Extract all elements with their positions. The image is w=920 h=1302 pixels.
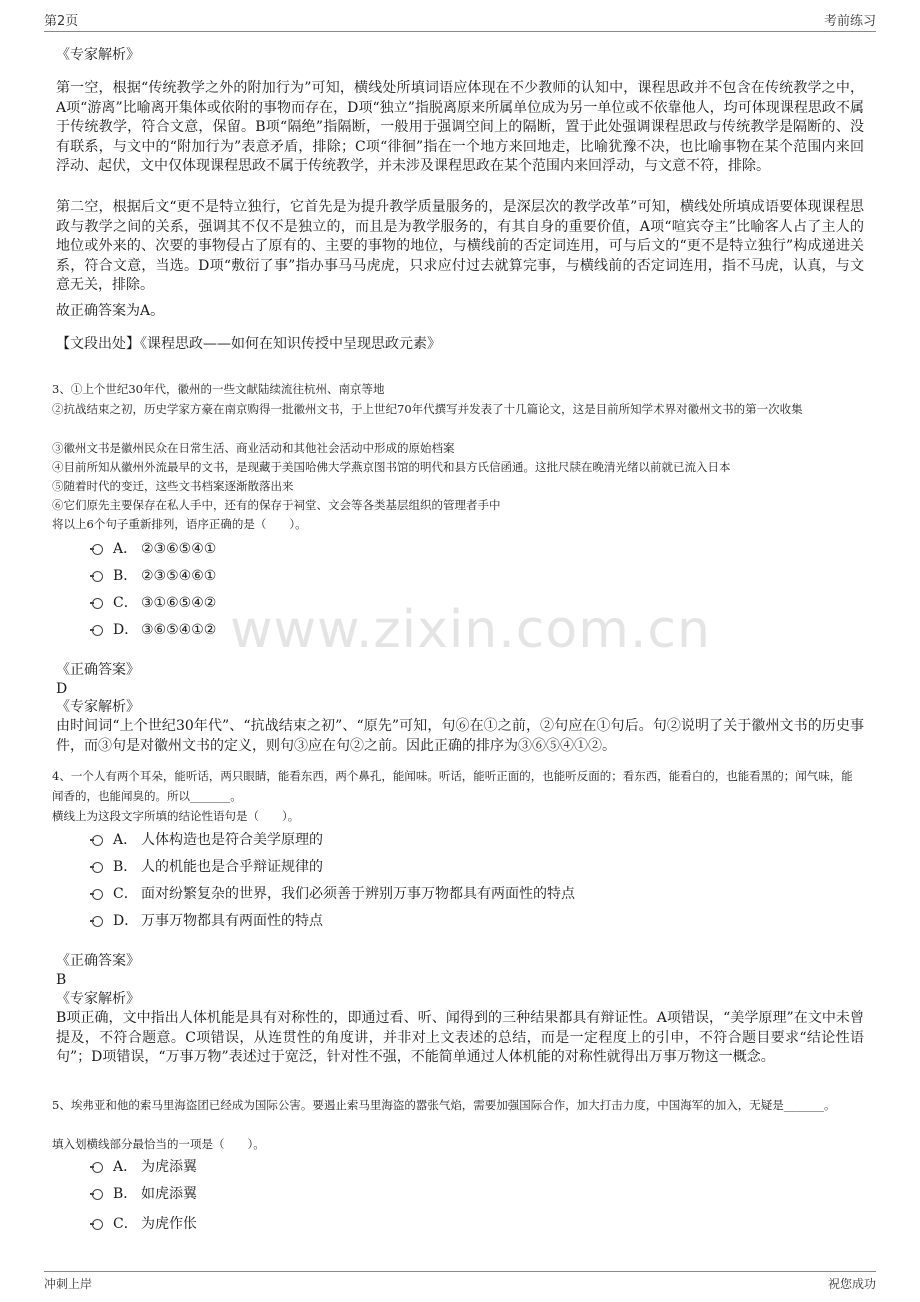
q4-analysis: B项正确，文中指出人体机能是具有对称性的，即通过看、听、闻得到的三种结果都具有辩证性。A项错误，“美学原理”在文中未曾提及，不符合题意。C项错误，从连贯性的角度讲，并非对上文表述的总结，而是一定程度上的引申，不符合题目要求“结论性语句”；D项错误，“万事万物”表述过于宽泛，针对性不强，不能简单通过人体机能的对称性就得出万事万物这一概念。: [56, 1010, 864, 1065]
q4-option-a[interactable]: A． 人体构造也是符合美学原理的: [92, 830, 323, 850]
q3-expert-label: 《专家解析》: [56, 699, 140, 715]
page-number: 第2页: [44, 14, 79, 29]
footer-right-label: 祝您成功: [827, 1277, 876, 1291]
q5-option-a[interactable]: A． 为虎添翼: [92, 1157, 197, 1177]
q3-answer: D: [56, 681, 68, 697]
q5-option-b[interactable]: B． 如虎添翼: [92, 1184, 197, 1204]
header-divider: [44, 31, 876, 32]
radio-icon[interactable]: [92, 625, 103, 636]
q4-answer: B: [56, 972, 67, 988]
q3-line-1: 3、①上个世纪30年代，徽州的一些文献陆续流往杭州、南京等地: [52, 382, 385, 396]
q3-answer-label: 《正确答案》: [56, 662, 140, 678]
footer-left-label: 冲刺上岸: [44, 1277, 93, 1291]
radio-icon[interactable]: [92, 835, 103, 846]
q4-stem: 4、一个人有两个耳朵，能听话，两只眼睛，能看东西，两个鼻孔，能闻味。听话，能听正面的，也能听反面的；看东西，能看白的，也能看黑的；闻气味，能闻香的，也能闻臭的。所以_______。: [52, 769, 853, 803]
q5-stem: 5、埃弗亚和他的索马里海盗团已经成为国际公害。要遏止索马里海盗的嚣张气焰，需要加强国际合作，加大打击力度，中国海军的加入，无疑是_______。: [52, 1098, 836, 1112]
radio-icon[interactable]: [92, 1189, 103, 1200]
radio-icon[interactable]: [92, 598, 103, 609]
q2-expert-label: 《专家解析》: [56, 47, 140, 63]
q4-option-c[interactable]: C． 面对纷繁复杂的世界，我们必须善于辨别万事万物都具有两面性的特点: [92, 884, 575, 904]
q3-option-b[interactable]: B． ②③⑤④⑥①: [92, 566, 216, 586]
q2-source: 【文段出处】《课程思政——如何在知识传授中呈现思政元素》: [56, 336, 441, 352]
q4-option-d[interactable]: D． 万事万物都具有两面性的特点: [92, 911, 323, 931]
radio-icon[interactable]: [92, 544, 103, 555]
radio-icon[interactable]: [92, 889, 103, 900]
watermark: www.zixin.com.cn: [230, 600, 711, 660]
footer-divider: [44, 1271, 876, 1272]
radio-icon[interactable]: [92, 916, 103, 927]
q3-line-5: ⑤随着时代的变迁，这些文书档案逐渐散落出来: [52, 479, 294, 493]
q2-analysis-para1: 第一空，根据“传统教学之外的附加行为”可知，横线处所填词语应体现在不少教师的认知中，课程思政并不包含在传统教学之中，A项“游离”比喻离开集体或依附的事物而存在，D项“独立”指脱离原来所属单位成为另一单位或不依靠他人，均可体现课程思政不属于传统教学，符合文意，保留。B项“隔绝”指隔断，一般用于强调空间上的隔断，置于此处强调课程思政与传统教学是隔断的、没有联系，与文中的“附加行为”表意矛盾，排除；C项“徘徊”指在一个地方来回地走，比喻犹豫不决，也比喻事物在某个范围内来回浮动、起伏，文中仅体现课程思政不属于传统教学，并未涉及课程思政在某个范围内来回浮动，与文意不符，排除。: [56, 80, 864, 174]
q4-option-b[interactable]: B． 人的机能也是合乎辩证规律的: [92, 857, 323, 877]
radio-icon[interactable]: [92, 1162, 103, 1173]
q3-line-2: ②抗战结束之初，历史学家方豪在南京购得一批徽州文书，于上世纪70年代撰写并发表了十几篇论文，这是目前所知学术界对徽州文书的第一次收集: [52, 402, 803, 416]
q3-option-c[interactable]: C． ③①⑥⑤④②: [92, 593, 216, 613]
radio-icon[interactable]: [92, 1219, 103, 1230]
q3-line-6: ⑥它们原先主要保存在私人手中，还有的保存于祠堂、文会等各类基层组织的管理者手中: [52, 498, 501, 512]
q3-option-a[interactable]: A． ②③⑥⑤④①: [92, 539, 216, 559]
q5-option-c[interactable]: C． 为虎作伥: [92, 1214, 197, 1234]
q3-analysis: 由时间词“上个世纪30年代”、“抗战结束之初”、“原先”可知，句⑥在①之前，②句应在①句后。句②说明了关于徽州文书的历史事件，而③句是对徽州文书的定义，则句③应在句②之前。因此正确的排序为③⑥⑤④①②。: [56, 718, 864, 754]
q3-prompt: 将以上6个句子重新排列，语序正确的是（ ）。: [52, 517, 307, 531]
header-right-label: 考前练习: [823, 14, 876, 29]
radio-icon[interactable]: [92, 571, 103, 582]
q3-line-3: ③徽州文书是徽州民众在日常生活、商业活动和其他社会活动中形成的原始档案: [52, 441, 455, 455]
q5-prompt: 填入划横线部分最恰当的一项是（ ）。: [52, 1137, 265, 1151]
q4-expert-label: 《专家解析》: [56, 991, 140, 1007]
q4-prompt: 横线上为这段文字所填的结论性语句是（ ）。: [52, 809, 300, 823]
q4-answer-label: 《正确答案》: [56, 953, 140, 969]
q3-line-4: ④目前所知从徽州外流最早的文书，是现藏于美国哈佛大学燕京图书馆的明代和县方氏信函通。这批尺牍在晚清光绪以前就已流入日本: [52, 460, 731, 474]
q2-conclusion: 故正确答案为A。: [56, 303, 165, 319]
radio-icon[interactable]: [92, 862, 103, 873]
q3-option-d[interactable]: D． ③⑥⑤④①②: [92, 620, 216, 640]
q2-analysis-para2: 第二空，根据后文“更不是特立独行，它首先是为提升教学质量服务的，是深层次的教学改革”可知，横线处所填成语要体现课程思政与教学之间的关系，强调其不仅不是独立的，而且是为教学服务的，有其自身的重要价值，A项“喧宾夺主”比喻客人占了主人的地位或外来的、次要的事物侵占了原有的、主要的事物的地位，与横线前的否定词连用，可与后文的“更不是特立独行”构成递进关系，符合文意，当选。D项“敷衍了事”指办事马马虎虎，只求应付过去就算完事，与横线前的否定词连用，指不马虎，认真，与文意无关，排除。: [56, 199, 864, 293]
